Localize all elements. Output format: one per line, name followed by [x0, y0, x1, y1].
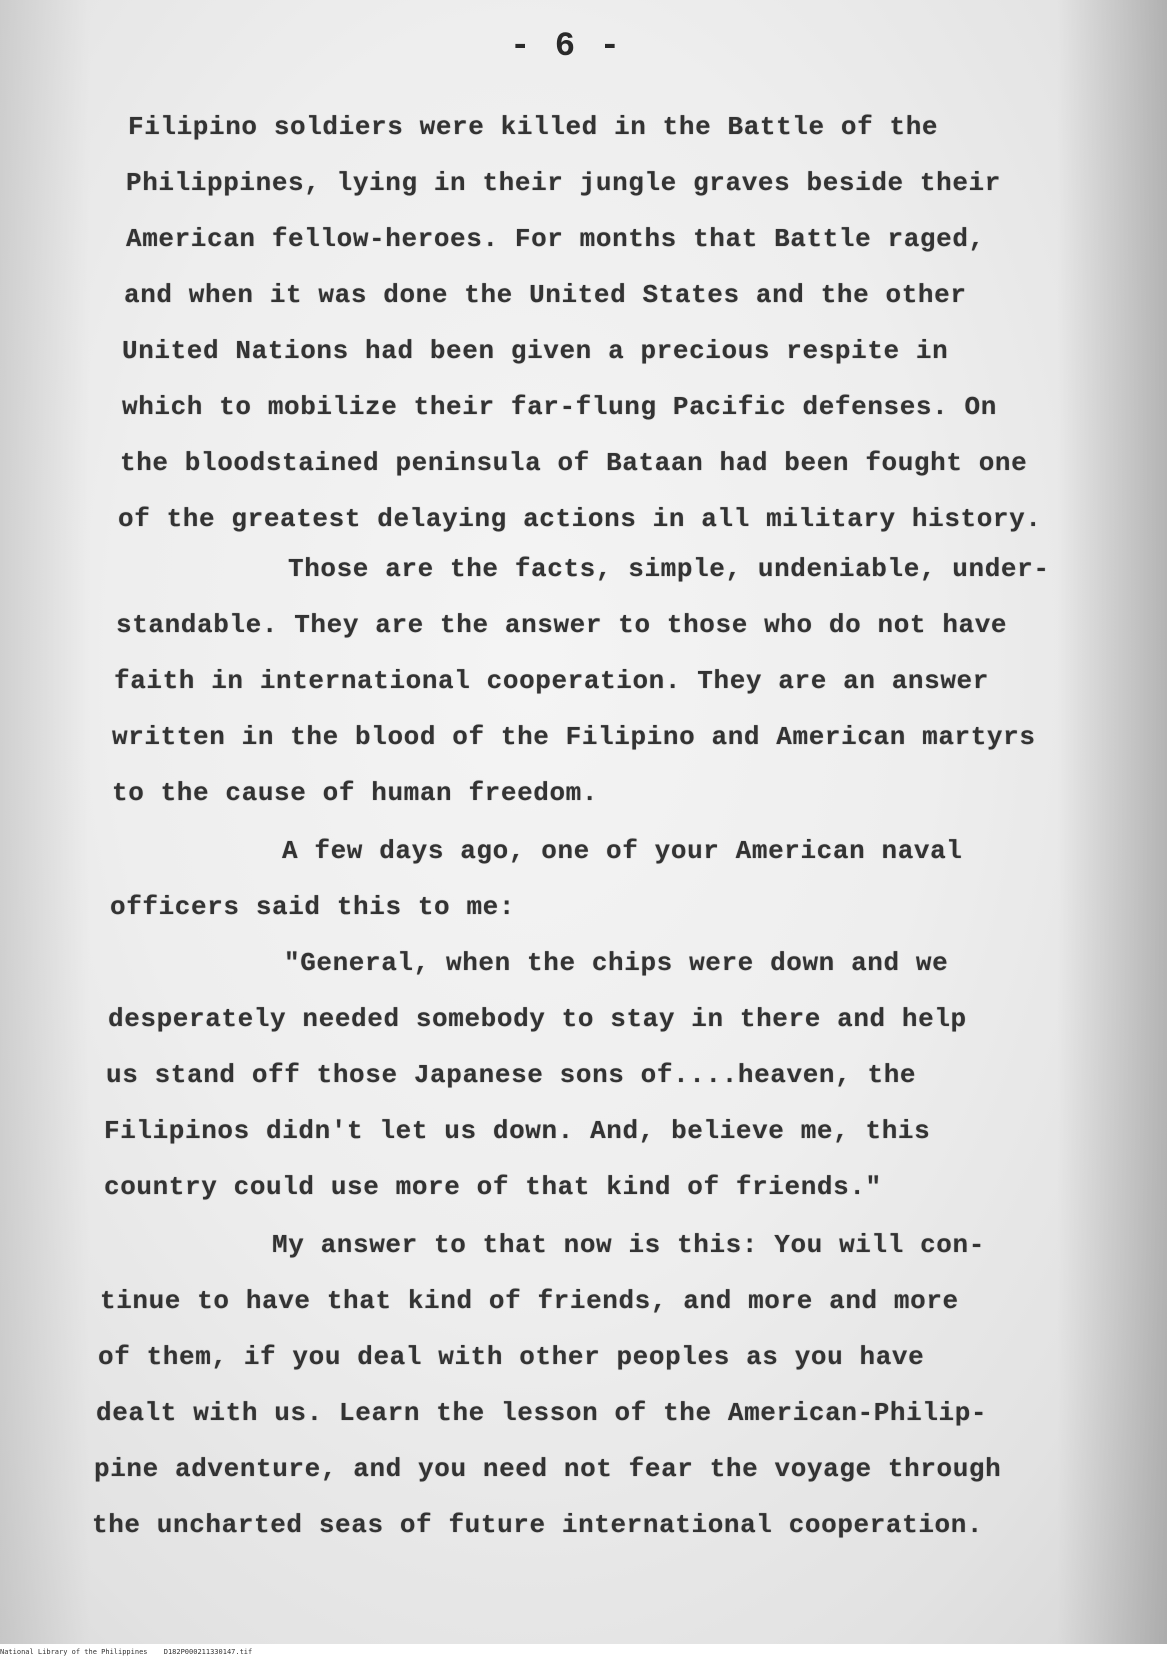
- text-line: "General, when the chips were down and we: [284, 948, 949, 978]
- text-line: My answer to that now is this: You will con-: [272, 1230, 985, 1260]
- page-number: - 6 -: [510, 28, 623, 66]
- text-line: Those are the facts, simple, undeniable, under-: [288, 554, 1050, 584]
- text-line: the uncharted seas of future international cooperation.: [92, 1510, 984, 1540]
- footer-file: D182P000211330147.tif: [163, 1648, 253, 1656]
- text-line: country could use more of that kind of friends.": [104, 1172, 882, 1202]
- scan-footer: [0, 1646, 1167, 1658]
- text-line: American fellow-heroes. For months that Battle raged,: [126, 224, 985, 254]
- text-line: to the cause of human freedom.: [112, 778, 599, 808]
- text-line: standable. They are the answer to those who do not have: [116, 610, 1008, 640]
- text-line: officers said this to me:: [110, 892, 516, 922]
- text-line: dealt with us. Learn the lesson of the American-Philip-: [96, 1398, 988, 1428]
- footer-library: National Library of the Philippines: [0, 1648, 148, 1656]
- text-line: Filipino soldiers were killed in the Battle of the: [128, 112, 939, 142]
- text-line: desperately needed somebody to stay in there and help: [108, 1004, 967, 1034]
- text-line: written in the blood of the Filipino and American martyrs: [112, 722, 1036, 752]
- text-line: us stand off those Japanese sons of....heaven, the: [106, 1060, 917, 1090]
- text-line: of them, if you deal with other peoples as you have: [98, 1342, 925, 1372]
- text-line: the bloodstained peninsula of Bataan had been fought one: [120, 448, 1028, 478]
- text-line: and when it was done the United States and the other: [124, 280, 967, 310]
- text-line: tinue to have that kind of friends, and more and more: [100, 1286, 959, 1316]
- text-line: of the greatest delaying actions in all military history.: [118, 504, 1042, 534]
- text-line: which to mobilize their far-flung Pacific defenses. On: [122, 392, 997, 422]
- text-line: United Nations had been given a precious respite in: [122, 336, 949, 366]
- text-line: Philippines, lying in their jungle graves beside their: [126, 168, 1001, 198]
- text-line: pine adventure, and you need not fear the voyage through: [94, 1454, 1002, 1484]
- text-line: Filipinos didn't let us down. And, believe me, this: [104, 1116, 931, 1146]
- text-line: A few days ago, one of your American naval: [282, 836, 963, 866]
- text-line: faith in international cooperation. They are an answer: [114, 666, 989, 696]
